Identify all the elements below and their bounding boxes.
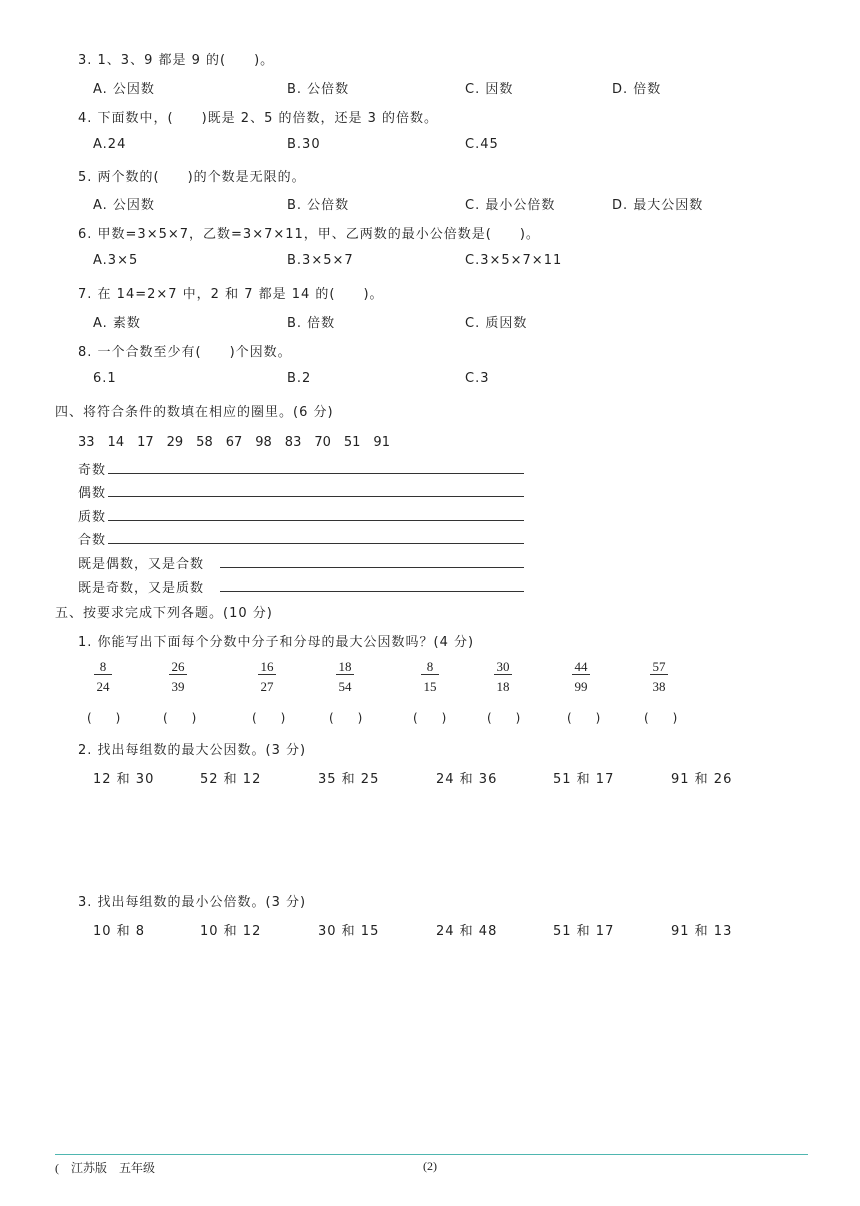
fraction-4-numerator: 18 — [336, 659, 354, 675]
answer-blank-8[interactable]: ( ) — [644, 711, 678, 725]
footer-divider — [55, 1154, 808, 1155]
question-3-option-a: A. 公因数 — [93, 82, 155, 97]
question-8-stem: 8. 一个合数至少有( )个因数。 — [78, 345, 292, 360]
question-3-option-b: B. 公倍数 — [287, 82, 350, 97]
question-3-option-d: D. 倍数 — [612, 82, 662, 97]
question-7-option-c: C. 质因数 — [465, 316, 528, 331]
fraction-5-denominator: 15 — [423, 679, 437, 694]
question-6-option-b: B.3×5×7 — [287, 253, 354, 268]
category-label-prime: 质数 — [78, 510, 107, 525]
section-5-q2: 2. 找出每组数的最大公因数。(3 分) — [78, 743, 307, 758]
fraction-2-denominator: 39 — [171, 679, 185, 694]
answer-line-odd-prime[interactable] — [220, 591, 524, 592]
fraction-1-denominator: 24 — [96, 679, 110, 694]
question-7-stem: 7. 在 14=2×7 中，2 和 7 都是 14 的( )。 — [78, 287, 384, 302]
fraction-7 — [566, 659, 596, 694]
category-label-odd-prime: 既是奇数，又是质数 — [78, 581, 205, 596]
gcd-pair-2: 52 和 12 — [200, 772, 262, 787]
lcm-pair-6: 91 和 13 — [671, 924, 733, 939]
gcd-pair-6: 91 和 26 — [671, 772, 733, 787]
answer-blank-2[interactable]: ( ) — [163, 711, 197, 725]
gcd-pair-3: 35 和 25 — [318, 772, 380, 787]
lcm-pair-1: 10 和 8 — [93, 924, 146, 939]
question-8-option-b: B.2 — [287, 371, 312, 386]
answer-blank-1[interactable]: ( ) — [87, 711, 121, 725]
question-6-option-a: A.3×5 — [93, 253, 139, 268]
question-8-option-a: 6.1 — [93, 371, 117, 386]
question-4-option-b: B.30 — [287, 137, 321, 152]
section-5-q3: 3. 找出每组数的最小公倍数。(3 分) — [78, 895, 307, 910]
answer-blank-4[interactable]: ( ) — [329, 711, 363, 725]
fraction-8-denominator: 38 — [652, 679, 666, 694]
fraction-5 — [415, 659, 445, 694]
fraction-3-numerator: 16 — [258, 659, 276, 675]
answer-blank-6[interactable]: ( ) — [487, 711, 521, 725]
question-4-stem: 4. 下面数中，( )既是 2、5 的倍数，还是 3 的倍数。 — [78, 111, 439, 126]
category-label-odd: 奇数 — [78, 463, 107, 478]
question-3-option-c: C. 因数 — [465, 82, 514, 97]
section-5-q1: 1. 你能写出下面每个分数中分子和分母的最大公因数吗？(4 分) — [78, 635, 475, 650]
fraction-5-numerator: 8 — [421, 659, 439, 675]
lcm-pair-2: 10 和 12 — [200, 924, 262, 939]
answer-line-even[interactable] — [108, 496, 524, 497]
fraction-4 — [330, 659, 360, 694]
fraction-3-denominator: 27 — [260, 679, 274, 694]
question-6-option-c: C.3×5×7×11 — [465, 253, 563, 268]
fraction-2-numerator: 26 — [169, 659, 187, 675]
fraction-7-denominator: 99 — [574, 679, 588, 694]
answer-line-prime[interactable] — [108, 520, 524, 521]
fraction-6-numerator: 30 — [494, 659, 512, 675]
fraction-3 — [252, 659, 282, 694]
question-5-option-a: A. 公因数 — [93, 198, 155, 213]
question-5-option-b: B. 公倍数 — [287, 198, 350, 213]
question-7-option-a: A. 素数 — [93, 316, 141, 331]
question-4-option-c: C.45 — [465, 137, 499, 152]
fraction-1-numerator: 8 — [94, 659, 112, 675]
fraction-6-denominator: 18 — [496, 679, 510, 694]
answer-blank-3[interactable]: ( ) — [252, 711, 286, 725]
category-label-composite: 合数 — [78, 533, 107, 548]
answer-blank-7[interactable]: ( ) — [567, 711, 601, 725]
answer-line-odd[interactable] — [108, 473, 524, 474]
answer-line-composite[interactable] — [108, 543, 524, 544]
category-label-even-composite: 既是偶数，又是合数 — [78, 557, 205, 572]
answer-line-even-composite[interactable] — [220, 567, 524, 568]
section-4-numbers: 33 14 17 29 58 67 98 83 70 51 91 — [78, 435, 390, 450]
question-3-stem: 3. 1、3、9 都是 9 的( )。 — [78, 53, 275, 68]
fraction-1 — [88, 659, 118, 694]
section-4-title: 四、将符合条件的数填在相应的圈里。(6 分) — [55, 405, 334, 420]
gcd-pair-5: 51 和 17 — [553, 772, 615, 787]
lcm-pair-3: 30 和 15 — [318, 924, 380, 939]
question-4-option-a: A.24 — [93, 137, 127, 152]
footer-edition: ( 江苏版 五年级 — [55, 1161, 155, 1175]
fraction-8-numerator: 57 — [650, 659, 668, 675]
footer-page-number: (2) — [423, 1159, 437, 1173]
question-5-option-d: D. 最大公因数 — [612, 198, 704, 213]
fraction-8 — [644, 659, 674, 694]
gcd-pair-4: 24 和 36 — [436, 772, 498, 787]
fraction-2 — [163, 659, 193, 694]
question-5-stem: 5. 两个数的( )的个数是无限的。 — [78, 170, 306, 185]
question-8-option-c: C.3 — [465, 371, 490, 386]
question-7-option-b: B. 倍数 — [287, 316, 336, 331]
answer-blank-5[interactable]: ( ) — [413, 711, 447, 725]
fraction-7-numerator: 44 — [572, 659, 590, 675]
fraction-4-denominator: 54 — [338, 679, 352, 694]
fraction-6 — [488, 659, 518, 694]
question-5-option-c: C. 最小公倍数 — [465, 198, 556, 213]
category-label-even: 偶数 — [78, 486, 107, 501]
lcm-pair-4: 24 和 48 — [436, 924, 498, 939]
lcm-pair-5: 51 和 17 — [553, 924, 615, 939]
gcd-pair-1: 12 和 30 — [93, 772, 155, 787]
section-5-title: 五、按要求完成下列各题。(10 分) — [55, 606, 273, 621]
question-6-stem: 6. 甲数=3×5×7，乙数=3×7×11，甲、乙两数的最小公倍数是( )。 — [78, 227, 540, 242]
